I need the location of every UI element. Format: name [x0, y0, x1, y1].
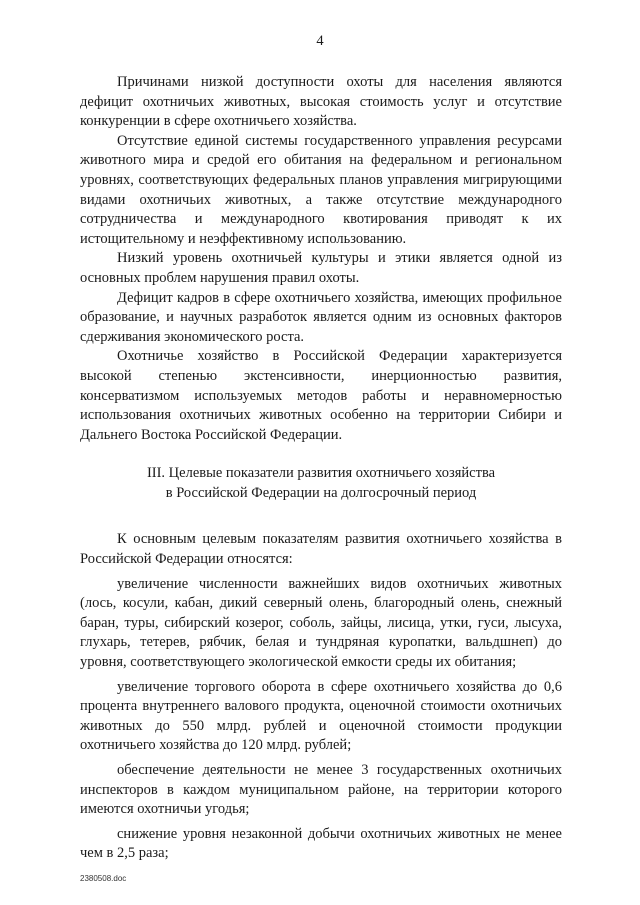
section-heading	[80, 445, 562, 522]
paragraph-extensive-economy: Охотничье хозяйство в Российской Федерации характеризуется высокой степенью экстенсивности, инерционностью развития, консерватизмом используемых методов работы и неравномерностью использования охотничьих животных особенно на территории Сибири и Дальнего Востока Российской Федерации.	[80, 348, 562, 443]
list-item-trade-turnover: увеличение торгового оборота в сфере охотничьего хозяйства до 0,6 процента внутреннего валового продукта, оценочной стоимости охотничьих животных до 550 млрд. рублей и оценочной стоимости продукции охотничьего хозяйства до 120 млрд. рублей;	[80, 678, 562, 754]
paragraph-no-unified-system: Отсутствие единой системы государственного управления ресурсами животного мира и средой его обитания на федеральном и региональном уровнях, соответствующих федеральных планов управления мигрирующими видами охотничьих животных, а также отсутствие международного сотрудничества и международного квотирования приводят к их истощительному и неэффективному использованию.	[80, 132, 562, 247]
paragraph-hunting-culture: Низкий уровень охотничьей культуры и этики является одной из основных проблем нарушения правил охоты.	[80, 250, 562, 286]
list-item-inspectors: обеспечение деятельности не менее 3 государственных охотничьих инспекторов в каждом муниципальном районе, на территории которого имеются охотничьи угодья;	[80, 762, 562, 818]
list-item-animal-population: увеличение численности важнейших видов охотничьих животных (лось, косули, кабан, дикий северный олень, благородный олень, снежный баран, туры, сибирский козерог, соболь, зайцы, лисица, утки, гуси, лысуха, глухарь, тетерев, рябчик, белая и тундряная куропатки, вальдшнеп) до уровня, соответствующего экологической емкости среды их обитания;	[80, 575, 562, 671]
list-item-illegal-hunting: снижение уровня незаконной добычи охотничьих животных не менее чем в 2,5 раза;	[80, 825, 562, 862]
document-body	[80, 73, 562, 864]
paragraph-low-availability: Причинами низкой доступности охоты для населения являются дефицит охотничьих животных, высокая стоимость услуг и отсутствие конкуренции в сфере охотничьего хозяйства.	[80, 74, 562, 130]
section-heading-line-2: в Российской Федерации на долгосрочный период	[165, 484, 477, 501]
paragraph-target-indicators-intro: К основным целевым показателям развития охотничьего хозяйства в Российской Федерации относятся:	[80, 531, 562, 568]
paragraph-staff-deficit: Дефицит кадров в сфере охотничьего хозяйства, имеющих профильное образование, и научных разработок является одним из основных факторов сдерживания экономического роста.	[80, 289, 562, 345]
document-filename: 2380508.doc	[80, 874, 127, 883]
page-number: 4	[316, 33, 324, 49]
section-heading-line-1: III. Целевые показатели развития охотничьего хозяйства	[146, 465, 496, 482]
